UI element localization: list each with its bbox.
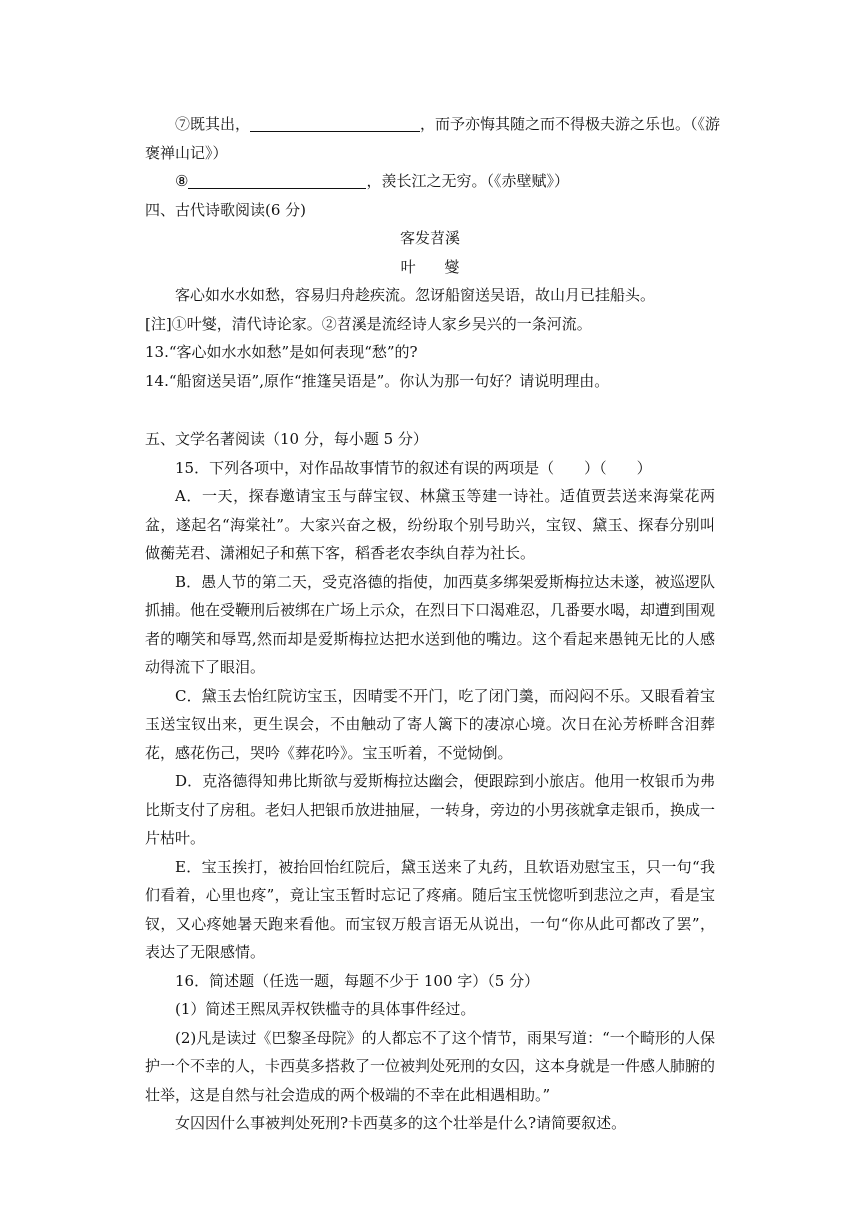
recitation-item-7 — [145, 110, 721, 139]
option-e: E．宝玉挨打，被抬回怡红院后，黛玉送来了丸药，且软语劝慰宝玉，只一句“我们看着，心里也疼”，竟让宝玉暂时忘记了疼痛。随后宝玉恍惚听到悲泣之声，看是宝钗，又心疼她暑天跑来看他。而宝钗万般言语无从说出，一句“你从此可都改了罢”，表达了无限感情。 — [145, 857, 715, 961]
poem-author: 叶 燮 — [400, 257, 472, 276]
section5-heading: 五、文学名著阅读（10 分，每小题 5 分） — [145, 430, 428, 448]
q7-suffix: ，而予亦悔其随之而不得极夫游之乐也。（《游 — [420, 115, 721, 133]
recitation-item-8 — [145, 167, 715, 196]
poem-title: 客发苕溪 — [399, 229, 460, 247]
section4-heading: 四、古代诗歌阅读(6 分) — [145, 200, 307, 219]
poem-text: 客心如水水如愁，容易归舟趁疾流。忽讶船窗送吴语，故山月已挂船头。 — [175, 286, 656, 304]
q8-suffix: ，羡长江之无穷。（《赤壁赋》） — [366, 172, 569, 190]
question-16-2: (2)凡是读过《巴黎圣母院》的人都忘不了这个情节，雨果写道：“一个畸形的人保护一个不幸的人，卡西莫多搭救了一位被判处死刑的女囚，这本身就是一件感人肺腑的壮举，这是自然与社会造成的两个极端的不幸在此相遇相助。” — [145, 1028, 716, 1104]
page-content — [145, 110, 721, 1138]
option-d: D．克洛德得知弗比斯欲与爱斯梅拉达幽会，便跟踪到小旅店。他用一枚银币为弗比斯支付了房租。老妇人把银币放进抽屉，一转身，旁边的小男孩就拿走银币，换成一片枯叶。 — [145, 772, 716, 847]
answer-blank-7[interactable] — [250, 114, 420, 132]
answer-blank-8[interactable] — [188, 171, 366, 189]
question-16-3: 女囚因什么事被判处死刑?卡西莫多的这个壮举是什么?请简要叙述。 — [175, 1114, 627, 1132]
question-16-1: (1）简述王熙凤弄权铁槛寺的具体事件经过。 — [175, 1000, 476, 1018]
option-b: B．愚人节的第二天，受克洛德的指使，加西莫多绑架爱斯梅拉达未遂，被巡逻队抓捕。他在受鞭刑后被绑在广场上示众，在烈日下口渴难忍，几番要水喝，却遭到围观者的嘲笑和辱骂,然而却是爱斯梅拉达把水送到他的嘴边。这个看起来愚钝无比的人感动得流下了眼泪。 — [145, 572, 716, 676]
question-14: 14.“船窗送吴语”,原作“推篷吴语是”。你认为那一句好？请说明理由。 — [145, 371, 610, 390]
recitation-item-7-cont: 褒禅山记》） — [145, 143, 228, 162]
question-16: 16．简述题（任选一题，每题不少于 100 字）（5 分） — [175, 971, 540, 990]
q8-prefix: ⑧ — [175, 172, 189, 190]
option-a: A．一天，探春邀请宝玉与薛宝钗、林黛玉等建一诗社。适值贾芸送来海棠花两盆，遂起名“海棠社”。大家兴奋之极，纷纷取个别号助兴，宝钗、黛玉、探春分别叫做蘅芜君、潇湘妃子和蕉下客，稻香老农李纨自荐为社长。 — [145, 487, 715, 562]
question-13: 13.“客心如水水如愁”是如何表现“愁”的? — [145, 343, 418, 361]
spacer — [145, 395, 715, 425]
question-15: 15．下列各项中，对作品故事情节的叙述有误的两项是（ ）（ ） — [175, 458, 652, 477]
q7-prefix: ⑦既其出， — [175, 115, 251, 133]
option-c: C．黛玉去怡红院访宝玉，因晴雯不开门，吃了闭门羹，而闷闷不乐。又眼看着宝玉送宝钗出来，更生误会，不由触动了寄人篱下的凄凉心境。次日在沁芳桥畔含泪葬花，感花伤己，哭吟《葬花吟》。宝玉听着，不觉恸倒。 — [145, 686, 715, 762]
poem-note: [注]①叶燮，清代诗论家。②苕溪是流经诗人家乡吴兴的一条河流。 — [145, 314, 592, 333]
